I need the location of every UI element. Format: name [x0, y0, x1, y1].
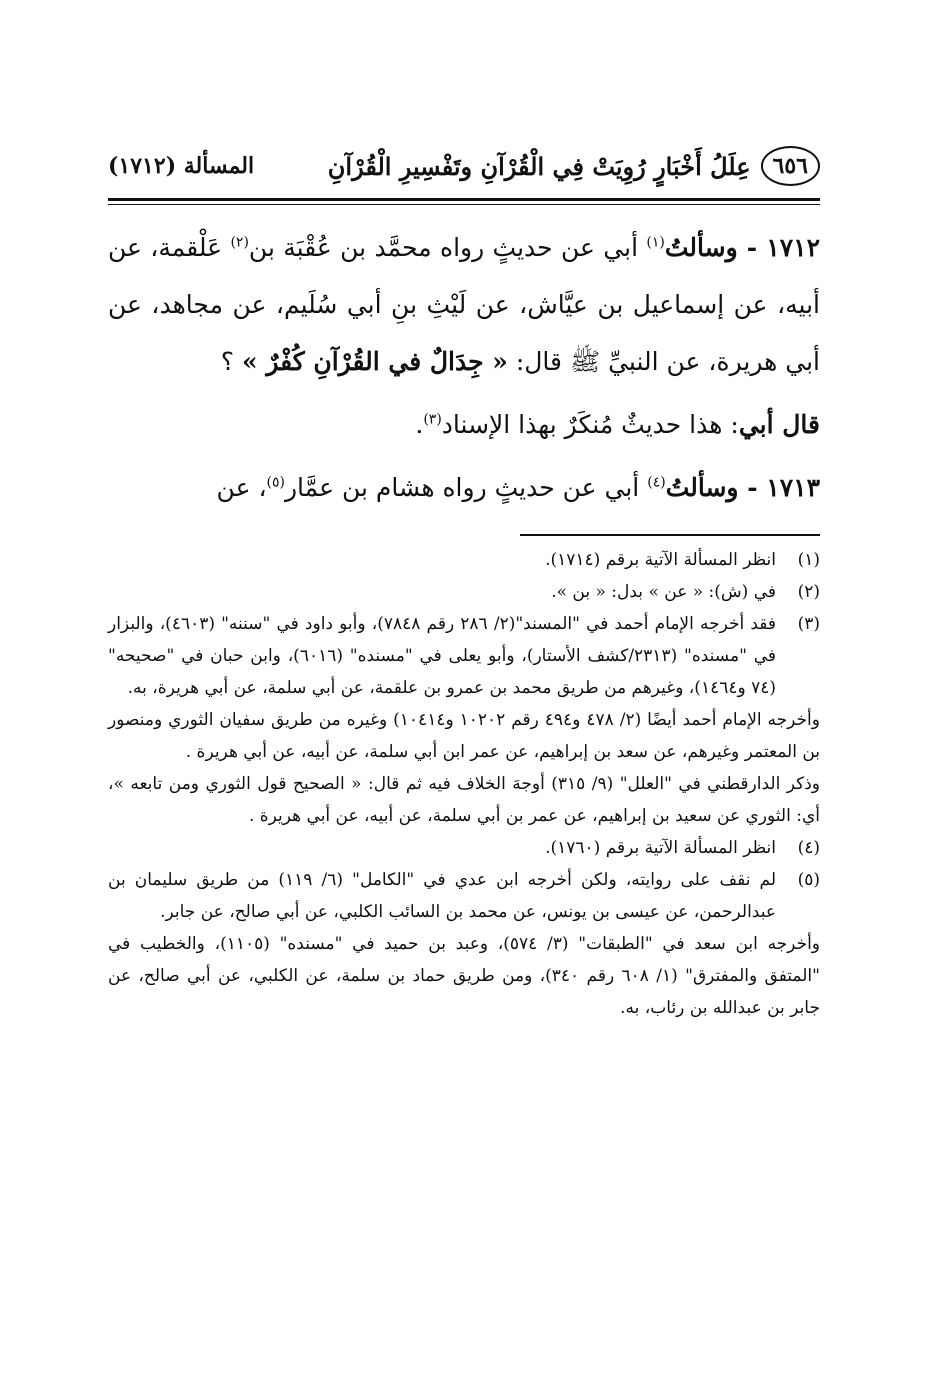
- main-text: [108, 219, 820, 516]
- paragraph-text: أبي عن حديثٍ رواه محمَّد بن عُقْبَة بن: [248, 233, 647, 262]
- footnote-text: انظر المسألة الآتية برقم (١٧٦٠).: [545, 838, 776, 858]
- footnote-continuation: وذكر الدارقطني في "العلل" (٩/ ٣١٥) أوجهَ الخلاف فيه ثم قال: « الصحيح قول الثوري ومن تابعه »، أي: الثوري عن سعيد بن إبراهيم، عن عمر بن أبي سلمة، عن أبيه، عن أبي هريرة .: [108, 774, 820, 826]
- paragraph-text: عَلْقمة، عن أبيه، عن إسماعيل بن عيَّاش، عن لَيْثِ بنِ أبي سُلَيم، عن مجاهد، عن أبي هريرة، عن النبيِّ ﷺ قال:: [108, 233, 820, 376]
- footnote-2: [108, 576, 820, 608]
- header-title-group: [328, 146, 820, 186]
- document-page: [108, 140, 820, 1024]
- paragraph-text: : هذا حديثٌ مُنكَرٌ بهذا الإسناد: [441, 410, 739, 439]
- footnote-ref: (١): [646, 234, 665, 251]
- footnote-3: [108, 608, 820, 704]
- footnote-continuation: وأخرجه ابن سعد في "الطبقات" (٣/ ٥٧٤)، وعبد بن حميد في "مسنده" (١١٠٥)، والخطيب في "المتفق والمفترق" (١/ ٦٠٨ رقم ٣٤٠)، ومن طريق حماد بن سلمة، عن الكلبي، عن أبي صالح، عن جابر بن عبدالله بن رئاب، به.: [108, 934, 821, 1018]
- header-rule-thin: [108, 204, 820, 205]
- footnote-text: لم نقف على روايته، ولكن أخرجه ابن عدي في "الكامل" (٦/ ١١٩) من طريق سليمان بن عبدالرحمن، عن عيسى بن يونس، عن محمد بن السائب الكلبي، عن أبي صالح، عن جابر.: [108, 870, 777, 922]
- footnote-ref: (٢): [230, 234, 249, 251]
- issue-number: ١٧١٢ - وسألتُ: [664, 233, 820, 262]
- footnote-ref: (٣): [423, 411, 442, 428]
- footnote-text: انظر المسألة الآتية برقم (١٧١٤).: [545, 550, 776, 570]
- answer-label: قال أبي: [738, 410, 820, 439]
- footnote-number: (٥): [797, 870, 820, 890]
- footnote-ref: (٥): [266, 474, 285, 491]
- footnote-5: [108, 864, 820, 928]
- footnote-text: في (ش): « عن » بدل: « بن ».: [551, 582, 776, 602]
- footnote-separator: [520, 534, 820, 536]
- hadith-quote: « جِدَالٌ في القُرْآنِ كُفْرٌ »: [241, 347, 508, 376]
- paragraph-1713: [108, 459, 820, 516]
- footnote-4: [108, 832, 820, 864]
- footnote-continuation: وأخرجه الإمام أحمد أيضًا (٢/ ٤٧٨ و٤٩٤ رقم ١٠٢٠٢ و١٠٤١٤) وغيره من طريق سفيان الثوري ومنصور بن المعتمر وغيرهم، عن سعد بن إبراهيم، عن عمر ابن أبي سلمة، عن أبيه، عن أبي هريرة .: [108, 710, 820, 762]
- footnote-number: (١): [797, 550, 820, 570]
- footnote-1: [108, 544, 820, 576]
- footnote-number: (٤): [797, 838, 820, 858]
- paragraph-answer: [108, 396, 820, 453]
- footnote-number: (٢): [797, 582, 820, 602]
- paragraph-1712: [108, 219, 820, 390]
- header-rule-thick: [108, 198, 820, 201]
- paragraph-text: أبي عن حديثٍ رواه هشام بن عمَّار: [284, 473, 648, 502]
- issue-label: المسألة (١٧١٢): [108, 153, 255, 179]
- paragraph-text: ، عن: [216, 473, 267, 502]
- book-title: عِلَلُ أَخْبَارٍ رُوِيَتْ فِي الْقُرْآنِ وتَفْسِيرِ الْقُرْآنِ: [327, 151, 751, 181]
- footnote-number: (٣): [797, 614, 820, 634]
- page-header: [108, 140, 820, 192]
- paragraph-text: .: [415, 410, 424, 439]
- issue-number: ١٧١٣ - وسألتُ: [665, 473, 820, 502]
- footnote-ref: (٤): [647, 474, 666, 491]
- page-number: ٦٥٦: [761, 146, 820, 186]
- paragraph-text: ؟: [220, 347, 242, 376]
- footnotes: [108, 544, 820, 1024]
- footnote-text: فقد أخرجه الإمام أحمد في "المسند"(٢/ ٢٨٦ رقم ٧٨٤٨)، وأبو داود في "سننه" (٤٦٠٣)، والبزار في "مسنده" (٢٣١٣/كشف الأستار)، وأبو يعلى في "مسنده" (٦٠١٦)، وابن حبان في "صحيحه" (٧٤ و١٤٦٤)، وغيرهم من طريق محمد بن عمرو بن علقمة، عن أبي سلمة، عن أبي هريرة، به.: [108, 614, 777, 698]
